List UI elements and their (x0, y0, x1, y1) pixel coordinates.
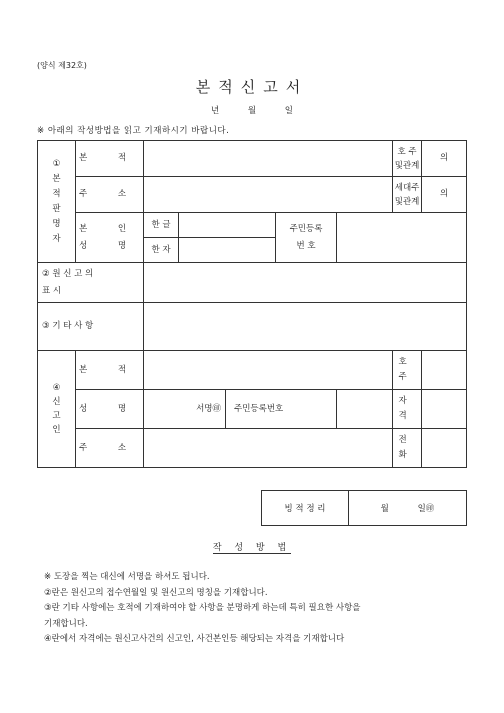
head-relation-field[interactable] (422, 141, 467, 177)
section2-label: ② 원 신 고 의 표 시 (38, 263, 144, 303)
guide-item: ③란 기타 사항에는 호적에 기재하여야 할 사항을 분명하게 하는데 특히 필요한 사항을 (44, 603, 361, 614)
review-month: 월 (380, 504, 389, 514)
reporter-head-label: 호 주 (393, 351, 422, 390)
resident-no-field[interactable] (337, 213, 467, 263)
household-relation-field[interactable] (422, 177, 467, 213)
phone-label: 전 화 (393, 429, 422, 468)
guide-list (44, 570, 474, 648)
review-label: 빙 적 정 리 (262, 491, 349, 526)
name-label: 본 인 성 명 (76, 213, 144, 263)
other-matters-field[interactable] (144, 303, 467, 351)
reporter-address-field[interactable] (144, 429, 393, 468)
original-report-field[interactable] (144, 263, 467, 303)
hanja-label: 한 자 (144, 238, 179, 263)
page-title: 본적신고서 (195, 78, 309, 96)
reporter-address-label: 주 소 (76, 429, 144, 468)
review-table (261, 490, 467, 526)
household-relation-label: 세대주 및관계 (393, 177, 422, 213)
section4-label: ④ 신 고 인 (38, 351, 76, 468)
domicile-label: 본 적 (76, 141, 144, 177)
review-date-field[interactable] (349, 491, 467, 526)
hanja-name-field[interactable] (179, 238, 276, 263)
reporter-head-field[interactable] (422, 351, 467, 390)
instruction-text: ※ 아래의 작성방법을 읽고 기재하시기 바랍니다. (37, 126, 230, 136)
address-label: 주 소 (76, 177, 144, 213)
signature-label: 서명㊞ (196, 403, 221, 414)
phone-field[interactable] (422, 429, 467, 468)
guide-item: ※ 도장을 찍는 대신에 서명을 하셔도 됩니다. (44, 572, 210, 582)
hangul-name-field[interactable] (179, 213, 276, 238)
form-number: (양식 제32호) (37, 61, 87, 70)
reporter-resident-no-field[interactable] (226, 390, 337, 429)
signature-field[interactable] (144, 390, 226, 429)
reporter-domicile-field[interactable] (144, 351, 393, 390)
domicile-field[interactable] (144, 141, 393, 177)
guide-item: ②란은 원신고의 접수연월일 및 원신고의 명칭을 기재합니다. (44, 587, 268, 598)
hangul-label: 한 글 (144, 213, 179, 238)
date-line: 년 월 일 (210, 106, 294, 116)
reporter-resident-no-value[interactable] (337, 390, 393, 429)
section1-label: ① 본 적 판 명 자 (38, 141, 76, 263)
head-suffix: 의 (439, 153, 449, 163)
address-field[interactable] (144, 177, 393, 213)
reporter-name-label: 성 명 (76, 390, 144, 429)
report-form-table (37, 140, 467, 468)
qualification-label: 자 격 (393, 390, 422, 429)
guide-item: 기재합니다. (44, 618, 88, 629)
qualification-field[interactable] (422, 390, 467, 429)
household-suffix: 의 (439, 189, 449, 199)
resident-no-label: 주민등록 번 호 (276, 213, 337, 263)
head-relation-label: 호 주 및관계 (393, 141, 422, 177)
reporter-resident-no-label: 주민등록번호 (234, 403, 284, 414)
guide-item: ④란에서 자격에는 원신고사건의 신고인, 사건본인등 해당되는 자격을 기재합니다 (44, 634, 345, 645)
guide-title: 작 성 방 법 (212, 543, 292, 553)
section3-label: ③ 기 타 사 항 (38, 303, 144, 351)
reporter-domicile-label: 본 적 (76, 351, 144, 390)
review-day-seal: 일㊞ (417, 504, 435, 514)
